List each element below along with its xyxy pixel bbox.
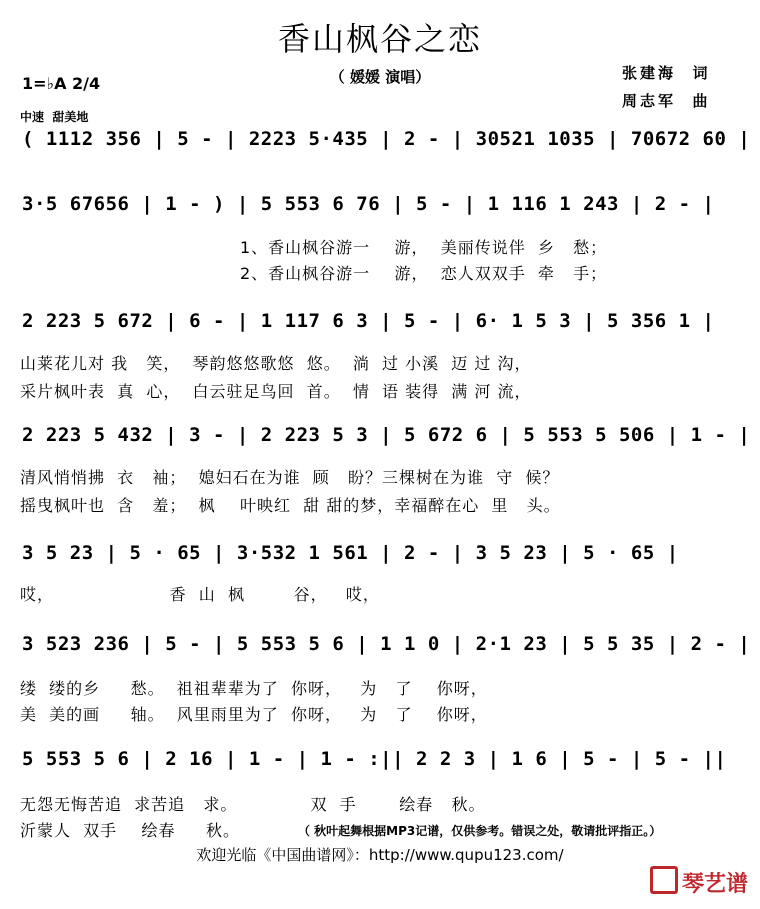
key-signature: 1=♭A 2/4 (22, 74, 101, 93)
score-row: 3 523 236 | 5 - | 5 553 5 6 | 1 1 0 | 2·1 23 | 5 5 35 | 2 - | (22, 633, 751, 655)
lyric-line: 清风悄悄拂 衣 袖； 媳妇石在为谁 顾 盼？三棵树在为谁 守 候？ (20, 468, 560, 487)
tempo-marking: 中速 甜美地 (20, 110, 89, 124)
footer-credit: 欢迎光临《中国曲谱网》：http://www.qupu123.com/ (196, 846, 564, 864)
lyric-line: 无怨无悔苦追 求苦追 求。 双 手 绘春 秋。 (20, 795, 486, 814)
lyric-line: 2、香山枫谷游一 游， 恋人双双手 牵 手； (240, 264, 608, 283)
lyric-line: 1、香山枫谷游一 游， 美丽传说伴 乡 愁； (240, 238, 608, 257)
score-row: 2 223 5 672 | 6 - | 1 117 6 3 | 5 - | 6· 1 5 3 | 5 356 1 | (22, 310, 715, 332)
lyric-line: 美 美的画 轴。 风里雨里为了 你呀， 为 了 你呀， (20, 705, 488, 724)
song-title: 香山枫谷之恋 (277, 20, 482, 58)
score-row: 3 5 23 | 5 · 65 | 3·532 1 561 | 2 - | 3 5 23 | 5 · 65 | (22, 542, 679, 564)
lyricist: 张建海 词 (622, 64, 711, 82)
lyric-line: 哎， 香 山 枫 谷， 哎， (20, 585, 380, 604)
composer: 周志军 曲 (622, 92, 711, 110)
lyric-line: 摇曳枫叶也 含 羞； 枫 叶映红 甜 甜的梦，幸福醉在心 里 头。 (20, 496, 561, 515)
logo-icon (650, 866, 678, 894)
lyric-line: 缕 缕的乡 愁。 祖祖辈辈为了 你呀， 为 了 你呀， (20, 679, 488, 698)
site-logo (650, 866, 748, 898)
lyric-line: 采片枫叶表 真 心， 白云驻足鸟回 首。 情 语 装得 满 河 流， (20, 382, 532, 401)
transcription-note: （ 秋叶起舞根据MP3记谱，仅供参考。错误之处，敬请批评指正。） (298, 824, 662, 838)
lyric-line: 沂蒙人 双手 绘春 秋。 (20, 821, 240, 840)
logo-text: 琴艺谱 (681, 872, 748, 897)
score-row: 5 553 5 6 | 2 16 | 1 - | 1 - :|| 2 2 3 | 1 6 | 5 - | 5 - || (22, 748, 727, 770)
score-row: 2 223 5 432 | 3 - | 2 223 5 3 | 5 672 6 | 5 553 5 506 | 1 - | (22, 424, 751, 446)
singer: （ 媛媛 演唱） (329, 68, 431, 86)
score-row: 3·5 67656 | 1 - ) | 5 553 6 76 | 5 - | 1 116 1 243 | 2 - | (22, 193, 715, 215)
score-row: ( 1112 356 | 5 - | 2223 5·435 | 2 - | 30521 1035 | 70672 60 | (22, 128, 751, 150)
lyric-line: 山莱花儿对 我 笑， 琴韵悠悠歌悠 悠。 淌 过 小溪 迈 过 沟， (20, 354, 532, 373)
